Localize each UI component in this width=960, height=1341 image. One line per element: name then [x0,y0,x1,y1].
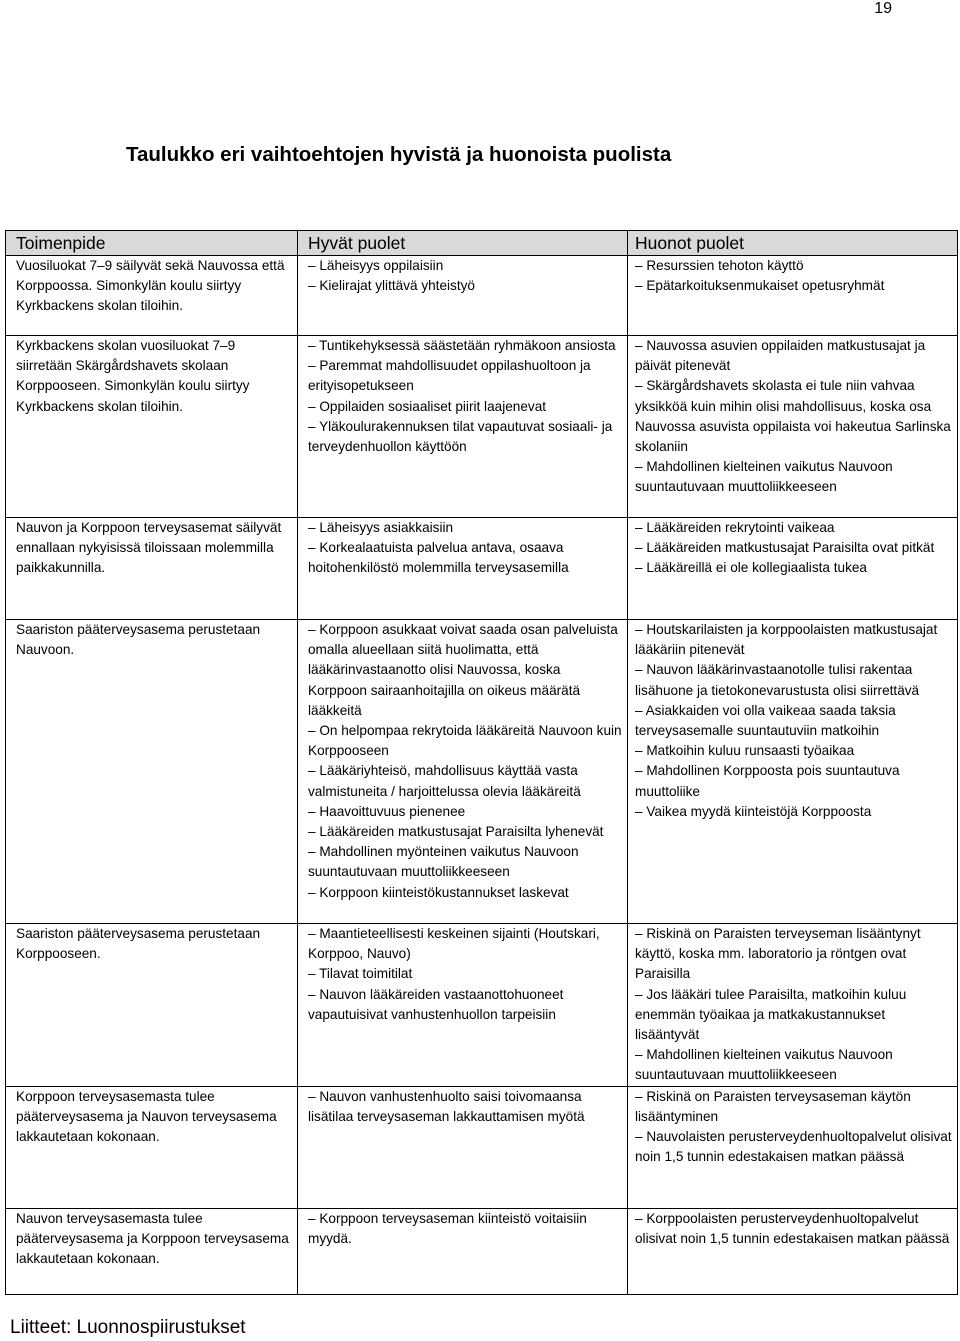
table-row [6,1208,958,1294]
pro-item: – Lääkäreiden matkustusajat Paraisilta lyhenevät [308,824,604,840]
con-item: – Mahdollinen kielteinen vaikutus Nauvoon suuntautuvaan muuttoliikkeeseen [635,1047,893,1083]
pro-item: – Lääkäriyhteisö, mahdollisuus käyttää vasta valmistuneita / harjoittelussa olevia lääkäreitä [308,763,581,799]
con-item: – Nauvon lääkärinvastaanotolle tulisi rakentaa lisähuone ja tietokonevarustusta olisi siirrettävä [635,662,920,698]
con-item: – Lääkäreillä ei ole kollegiaalista tukea [635,560,867,576]
con-item: – Riskinä on Paraisten terveysaseman käytön lisääntyminen [635,1088,911,1124]
con-item: – Mahdollinen Korppoosta pois suuntautuva muuttoliike [635,763,900,799]
pro-item: – Korppoon terveysaseman kiinteistö voitaisiin myydä. [308,1210,587,1246]
con-item: – Riskinä on Paraisten terveyseman lisääntynyt käyttö, koska mm. laboratorio ja röntgen ovat Paraisilla [635,926,921,982]
con-item: – Vaikea myydä kiinteistöjä Korppoosta [635,803,872,819]
measure-cell: Saariston pääterveysasema perustetaan Nauvoon. [6,620,298,924]
pros-cons-table [5,230,958,1295]
cons-cell [628,256,958,336]
pro-item: – Maantieteellisesti keskeinen sijainti (Houtskari, Korppoo, Nauvo) [308,926,600,962]
header-cons: Huonot puolet [628,231,958,256]
pros-cell [298,1208,628,1294]
con-item: – Matkoihin kuluu runsaasti työaikaa [635,743,855,759]
pro-item: – Tilavat toimitilat [308,966,413,982]
measure-cell: Saariston pääterveysasema perustetaan Korppooseen. [6,924,298,1087]
measure-cell: Nauvon ja Korppoon terveysasemat säilyvät ennallaan nykyisissä tiloissaan molemmilla paikkakunnilla. [6,518,298,620]
pro-item: – Korppoon asukkaat voivat saada osan palveluista omalla alueellaan siitä huolimatta, että lääkärinvastaanotto olisi Nauvossa, koska Korppoon sairaanhoitajilla on oikeus määrätä lääkkeitä [308,622,618,718]
table-row [6,924,958,1087]
cons-cell [628,1086,958,1208]
measure-cell: Vuosiluokat 7–9 säilyvät sekä Nauvossa että Korppoossa. Simonkylän koulu siirtyy Kyrkbackens skolan tiloihin. [6,256,298,336]
cons-cell [628,924,958,1087]
pro-item: – Läheisyys oppilaisiin [308,258,444,273]
pros-cell [298,924,628,1087]
pros-cell [298,1086,628,1208]
cons-cell [628,336,958,518]
con-item: – Skärgårdshavets skolasta ei tule niin vahvaa yksikköä kuin mihin olisi mahdollisuus, koska osa Nauvossa asuvista oppilaista voi hakeutua Sarlinska skolaniin [635,378,951,455]
table-row [6,256,958,336]
attachments-label: Liitteet: Luonnospiirustukset [10,1317,246,1338]
header-pros: Hyvät puolet [298,231,628,256]
pro-item: – Kielirajat ylittävä yhteistyö [308,278,475,294]
con-item: – Jos lääkäri tulee Paraisilta, matkoihin kuluu enemmän työaikaa ja matkakustannukset lisääntyvät [635,986,907,1043]
cons-cell [628,518,958,620]
pros-cell [298,620,628,924]
pro-item: – Läheisyys asiakkaisiin [308,520,454,535]
cons-cell [628,1208,958,1294]
con-item: – Resurssien tehoton käyttö [635,258,804,273]
pro-item: – Nauvon lääkäreiden vastaanottohuoneet vapautuisivat vanhustenhuollon tarpeisiin [308,986,564,1022]
con-item: – Houtskarilaisten ja korppoolaisten matkustusajat lääkäriin pitenevät [635,622,938,658]
header-measure: Toimenpide [6,231,298,256]
table-row [6,620,958,924]
pros-cell [298,518,628,620]
pro-item: – Paremmat mahdollisuudet oppilashuoltoon ja erityisopetukseen [308,358,591,394]
measure-cell: Nauvon terveysasemasta tulee pääterveysasema ja Korppoon terveysasema lakkautetaan kokonaan. [6,1208,298,1294]
pro-item: – Tuntikehyksessä säästetään ryhmäkoon ansiosta [308,338,616,353]
con-item: – Nauvossa asuvien oppilaiden matkustusajat ja päivät pitenevät [635,338,926,374]
table-row [6,518,958,620]
pros-cell [298,336,628,518]
pros-cell [298,256,628,336]
pro-item: – Korppoon kiinteistökustannukset laskevat [308,884,569,900]
con-item: – Lääkäreiden matkustusajat Paraisilta ovat pitkät [635,540,935,556]
cons-cell [628,620,958,924]
page-number: 19 [874,0,892,17]
page-title: Taulukko eri vaihtoehtojen hyvistä ja huonoista puolista [126,143,672,166]
pro-item: – Oppilaiden sosiaaliset piirit laajenevat [308,398,547,414]
pro-item: – Mahdollinen myönteinen vaikutus Nauvoon suuntautuvaan muuttoliikkeeseen [308,844,579,880]
measure-cell: Kyrkbackens skolan vuosiluokat 7–9 siirretään Skärgårdshavets skolaan Korppooseen. Simonkylän koulu siirtyy Kyrkbackens skolan tiloihin. [6,336,298,518]
con-item: – Mahdollinen kielteinen vaikutus Nauvoon suuntautuvaan muuttoliikkeeseen [635,459,893,495]
pro-item: – On helpompaa rekrytoida lääkäreitä Nauvoon kuin Korppooseen [308,723,622,759]
con-item: – Korppoolaisten perusterveydenhuoltopalvelut olisivat noin 1,5 tunnin edestakaisen matkan päässä [635,1210,950,1246]
con-item: – Epätarkoituksenmukaiset opetusryhmät [635,278,885,294]
con-item: – Lääkäreiden rekrytointi vaikeaa [635,520,835,535]
con-item: – Asiakkaiden voi olla vaikeaa saada taksia terveysasemalle suuntautuviin matkoihin [635,702,896,739]
table-row [6,1086,958,1208]
pro-item: – Korkealaatuista palvelua antava, osaava hoitohenkilöstö molemmilla terveysasemilla [308,540,569,576]
table-header-row [6,231,958,256]
pro-item: – Haavoittuvuus pienenee [308,803,466,819]
table-row [6,336,958,518]
measure-cell: Korppoon terveysasemasta tulee pääterveysasema ja Nauvon terveysasema lakkautetaan kokonaan. [6,1086,298,1208]
pro-item: – Nauvon vanhustenhuolto saisi toivomaansa lisätilaa terveysaseman lakkauttamisen myötä [308,1088,585,1124]
pro-item: – Yläkoulurakennuksen tilat vapautuvat sosiaali- ja terveydenhuollon käyttöön [308,418,613,455]
con-item: – Nauvolaisten perusterveydenhuoltopalvelut olisivat noin 1,5 tunnin edestakaisen matkan päässä [635,1129,952,1165]
